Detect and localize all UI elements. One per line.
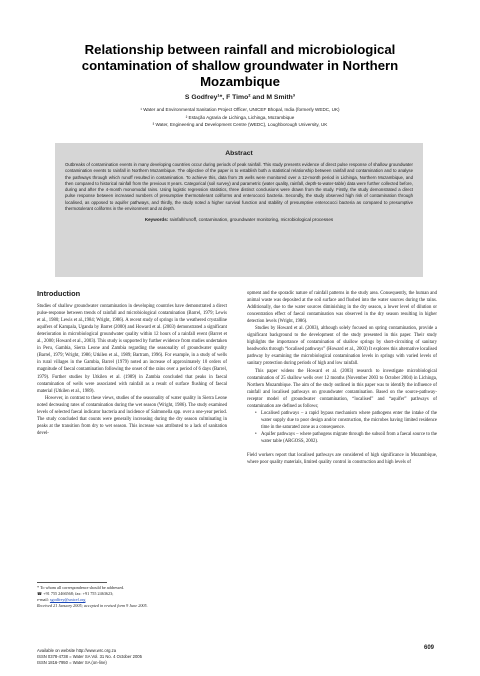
keywords <box>65 217 413 222</box>
footnote-divider <box>37 582 107 583</box>
intro-paragraph-6: Field workers report that localised pathways are considered of high significance in Mozambique, where poor quality materials, limited quality control in construction and high levels of <box>247 453 437 466</box>
authors: S Godfrey¹*, F Timo² and M Smith³ <box>184 94 296 101</box>
email-link[interactable]: sgodfrey@unicef.org <box>49 597 86 602</box>
journal-issn-online: ISSN 1816-7950 = Water SA (on-line) <box>37 660 107 665</box>
abstract-heading: Abstract <box>225 150 253 157</box>
affiliation-1: ¹ Water and Environmental Sanitation Project Officer, UNICEF Bhopal, India (formerly WEDC, UK) <box>140 107 340 112</box>
phone-fax: ☎ +91 755 2466568; fax: +91 755 2463623; <box>37 591 114 596</box>
intro-paragraph-5: This paper widens the Howard et al. (2003) research to investigate microbiological contamination of 25 shallow wells over 12 months (November 2003 to October 2004) in Lichinga, Northern Mozambique. The aim of the study outlined in this paper was to identify the influence of rainfall and localised pathways on groundwater contamination. Based on the source-pathway-receptor model of groundwater contamination, “localised” and “aquifer” pathways of contamination are defined as follows; <box>247 368 437 409</box>
journal-info <box>37 648 337 666</box>
correspondence-note: * To whom all correspondence should be addressed. <box>37 585 125 590</box>
intro-paragraph-1: Studies of shallow groundwater contamination in developing countries have demonstrated a direct pulse-response between trends of rainfall and microbiological contamination (Barrel, 1979; Lewis et al., 1980; Lewis et al.,1984; Wright, 1986). A recent study of springs in the weathered crystalline aquifers of Kampala, Uganda by Barret (2000) and Howard et al. (2003) demonstrated a significant deterioration in microbiological groundwater quality within 12 hours of a rainfall event (Barret et al., 2000; Howard et al., 2003). This study is supported by further evidence from studies undertaken in Peru, Gambia, Sierra Leone and Zambia regarding the seasonality of groundwater quality (Barrel, 1979; Wright, 1986; Utkilen et al., 1989; Bartram, 1996). For example, in a study of wells in rural villages in the Gambia, Barrel (1979) noted an increase of approximately 10 orders of magnitude of faecal contamination following the onset of the rains over a period of 6 days (Barrel, 1979). Further studies by Utkilen et al. (1989) in Zambia concluded that peaks in faecal contamination of wells were associated with rainfall as a result of surface flushing of faecal material (Utkilen et al., 1989). <box>37 304 227 394</box>
section-heading-introduction: Introduction <box>37 289 81 298</box>
right-column <box>247 290 437 466</box>
keywords-list: rainfall/runoff, contamination, groundwater monitoring, microbiological processes <box>169 217 334 223</box>
intro-paragraph-4: Studies by Howard et al. (2003), although solely focused on spring contamination, provide a significant background to the development of the study presented in this paper. Their study highlights the importance of contamination of shallow springs by short-circuiting of sanitary headworks through “localised pathways” (Howard et al., 2003) It explores this alternative localised pathway by examining the microbiological contamination levels in springs with varied levels of sanitary protection during periods of high and low rainfall. <box>247 326 437 367</box>
keywords-label: Keywords: <box>144 217 169 223</box>
abstract-text: Outbreaks of contamination events in many developing countries occur during periods of peak rainfall. This study presents evidence of direct pulse response of shallow groundwater contamination events to rainfall in Northern Mozambique. The objective of the paper is to establish both a statistical relationship between rainfall and contamination and to analyse the pathways through which runoff resulted in contamination. To achieve this, data from 25 wells were monitored over a 12-month period in Lichinga, Northern Mozambique, and then compared to historical rainfall from the previous 8 years. Categorical (soil survey) and parametric (water quality, rainfall, depth-to-water-table) data were further collected before, during and after the 4-month monomodal rains. Using logistic regression statistics, three distinct conclusions were drawn from the study. Firstly, the study demonstrated a direct pulse response between increased numbers of presumptive thermotolerant coliforms and enterococci bacteria. Secondly, the study observed high risk of contamination through localised, as opposed to aquifer pathways, and thirdly, the study noted a higher survival function and stability of presumptive enterococci bacteria as compared to presumptive thermotolerant coliforms in the environment and at depth. <box>65 162 413 212</box>
received-date: Received 21 January 2005; accepted in revised form 9 June 2005. <box>37 603 148 608</box>
footnotes <box>37 585 227 609</box>
list-item: • Aquifer pathways – where pathogens migrate through the subsoil from a faecal source to the water table (ARGOSS, 2002). <box>255 431 437 445</box>
intro-paragraph-3: opment and the sporadic nature of rainfall patterns in the study area. Consequently, the human and animal waste was deposited at the soil surface and flushed into the water sources during the rains. Additionally, due to the water sources diminishing in the dry season, a lower level of dilution or concentration effect of faecal contamination was observed in the dry season resulting in higher detection levels (Wright, 1986). <box>247 291 437 325</box>
email-label: e-mail: <box>37 597 50 602</box>
paper-title: Relationship between rainfall and microbiological contamination of shallow groundwater in Northern Mozambique <box>81 42 399 89</box>
affiliation-2: ² Estação Agraria de Lichinga, Lichinga, Mozambique <box>185 114 295 120</box>
list-item: • Localised pathways – a rapid bypass mechanism where pathogens enter the intake of the water supply due to poor design and/or construction, the microbes having limited residence time in the saturated zone as a consequence. <box>255 410 437 431</box>
pathway-list <box>247 410 437 445</box>
left-column <box>37 290 227 437</box>
journal-website[interactable]: Available on website http://www.wrc.org.za <box>37 648 117 653</box>
abstract-box <box>55 143 423 277</box>
affiliations <box>40 106 440 129</box>
affiliation-3: ³ Water, Engineering and Development Centre (WEDC), Loughborough University, UK <box>152 122 328 128</box>
journal-issn-print: ISSN 0378-4738 = Water SA Vol. 31 No. 4 October 2005 <box>37 654 142 659</box>
page-number: 609 <box>424 645 435 651</box>
intro-paragraph-2: However, in contrast to these views, studies of the seasonality of water quality in Sierra Leone noted decreasing rates of contamination during the wet season (Wright, 1986). The study examined levels of selected faecal indicator bacteria and incidence of Salmonella spp. over a one-year period. The study concluded that counts were generally increasing during the dry season culminating in peaks at the transition from dry to wet season. This increase was attributed to a lack of sanitation devel- <box>37 395 227 436</box>
